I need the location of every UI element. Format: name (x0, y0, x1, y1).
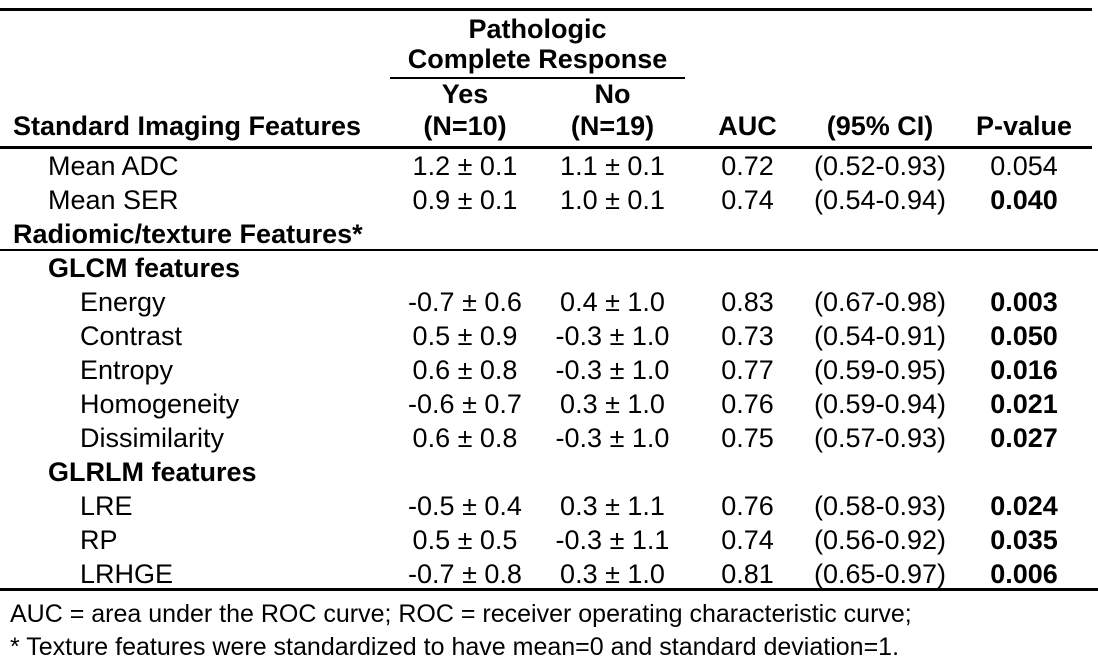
ci-cell: (0.56-0.92) (813, 525, 947, 555)
table-row (0, 421, 1098, 455)
column-header-no: No (594, 79, 631, 109)
feature-cell: LRE (80, 491, 133, 521)
pvalue-cell: 0.003 (990, 287, 1058, 317)
feature-cell: Dissimilarity (80, 423, 224, 453)
table-row (0, 285, 1098, 319)
feature-cell: RP (80, 525, 118, 555)
footnote-standardization: * Texture features were standardized to have mean=0 and standard deviation=1. (10, 633, 900, 661)
auc-cell: 0.74 (721, 525, 774, 555)
feature-cell: Mean SER (48, 185, 179, 215)
ci-cell: (0.65-0.97) (813, 559, 947, 589)
yes-cell: 0.5 ± 0.5 (412, 525, 518, 555)
pvalue-cell: 0.006 (990, 559, 1058, 589)
no-cell: 0.4 ± 1.0 (560, 287, 665, 317)
yes-cell: 1.2 ± 0.1 (412, 151, 518, 181)
auc-cell: 0.73 (721, 321, 774, 351)
ci-cell: (0.59-0.95) (813, 355, 947, 385)
ci-cell: (0.58-0.93) (813, 491, 947, 521)
no-cell: 0.3 ± 1.0 (560, 559, 665, 589)
no-cell: -0.3 ± 1.1 (555, 525, 670, 555)
table-row (0, 319, 1098, 353)
pvalue-cell: 0.027 (990, 423, 1058, 453)
yes-cell: 0.5 ± 0.9 (412, 321, 518, 351)
spanner-heading-line2: Complete Response (390, 44, 685, 79)
column-header-ci: (95% CI) (826, 111, 934, 141)
feature-cell: Energy (80, 287, 166, 317)
yes-cell: -0.5 ± 0.4 (408, 491, 522, 521)
ci-cell: (0.54-0.94) (813, 185, 947, 215)
pvalue-cell: 0.035 (990, 525, 1058, 555)
table-body (0, 149, 1098, 591)
feature-cell: LRHGE (80, 559, 174, 589)
no-cell: 1.1 ± 0.1 (560, 151, 665, 181)
table-header (0, 11, 1098, 146)
table-row (0, 557, 1098, 591)
feature-cell: Contrast (80, 321, 183, 351)
yes-cell: 0.9 ± 0.1 (412, 185, 518, 215)
pvalue-cell: 0.040 (990, 185, 1058, 215)
feature-cell: Homogeneity (80, 389, 240, 419)
no-cell: 0.3 ± 1.0 (560, 389, 665, 419)
pvalue-cell: 0.024 (990, 491, 1058, 521)
no-cell: -0.3 ± 1.0 (555, 321, 670, 351)
feature-cell: Entropy (80, 355, 174, 385)
column-header-auc: AUC (718, 111, 777, 141)
footnote-abbreviations: AUC = area under the ROC curve; ROC = receiver operating characteristic curve; (10, 600, 912, 628)
no-cell: -0.3 ± 1.0 (555, 423, 670, 453)
yes-cell: 0.6 ± 0.8 (412, 355, 518, 385)
ci-cell: (0.52-0.93) (813, 151, 947, 181)
column-header-yes: Yes (441, 79, 489, 109)
no-cell: -0.3 ± 1.0 (555, 355, 670, 385)
feature-cell: GLRLM features (48, 457, 257, 487)
auc-cell: 0.76 (721, 491, 774, 521)
pvalue-cell: 0.054 (990, 151, 1058, 181)
no-cell: 1.0 ± 0.1 (560, 185, 665, 215)
column-header-feature: Standard Imaging Features (13, 111, 362, 141)
feature-cell: GLCM features (48, 253, 241, 283)
pvalue-cell: 0.050 (990, 321, 1058, 351)
feature-cell: Mean ADC (48, 151, 179, 181)
table-row (0, 523, 1098, 557)
pvalue-cell: 0.021 (990, 389, 1058, 419)
table-row (0, 149, 1098, 183)
column-header-pvalue: P-value (975, 111, 1073, 141)
table-row (0, 217, 1098, 251)
auc-cell: 0.72 (721, 151, 774, 181)
ci-cell: (0.67-0.98) (813, 287, 947, 317)
table-row (0, 489, 1098, 523)
auc-cell: 0.81 (721, 559, 774, 589)
auc-cell: 0.75 (721, 423, 774, 453)
column-header-yes-n: (N=10) (423, 111, 507, 141)
feature-cell: Radiomic/texture Features* (13, 219, 363, 249)
spanner-heading-line1: Pathologic (468, 14, 607, 44)
table-row (0, 387, 1098, 421)
auc-cell: 0.83 (721, 287, 774, 317)
column-header-no-n: (N=19) (570, 111, 655, 141)
no-cell: 0.3 ± 1.1 (560, 491, 665, 521)
ci-cell: (0.59-0.94) (813, 389, 947, 419)
yes-cell: -0.6 ± 0.7 (408, 389, 522, 419)
ci-cell: (0.54-0.91) (813, 321, 947, 351)
auc-cell: 0.77 (721, 355, 774, 385)
table-row (0, 353, 1098, 387)
footnotes (0, 598, 1098, 662)
auc-cell: 0.76 (721, 389, 774, 419)
yes-cell: -0.7 ± 0.6 (408, 287, 522, 317)
table-row (0, 183, 1098, 217)
table-row (0, 455, 1098, 489)
yes-cell: 0.6 ± 0.8 (412, 423, 518, 453)
pvalue-cell: 0.016 (990, 355, 1058, 385)
ci-cell: (0.57-0.93) (813, 423, 947, 453)
auc-cell: 0.74 (721, 185, 774, 215)
yes-cell: -0.7 ± 0.8 (408, 559, 522, 589)
table-row (0, 251, 1098, 285)
